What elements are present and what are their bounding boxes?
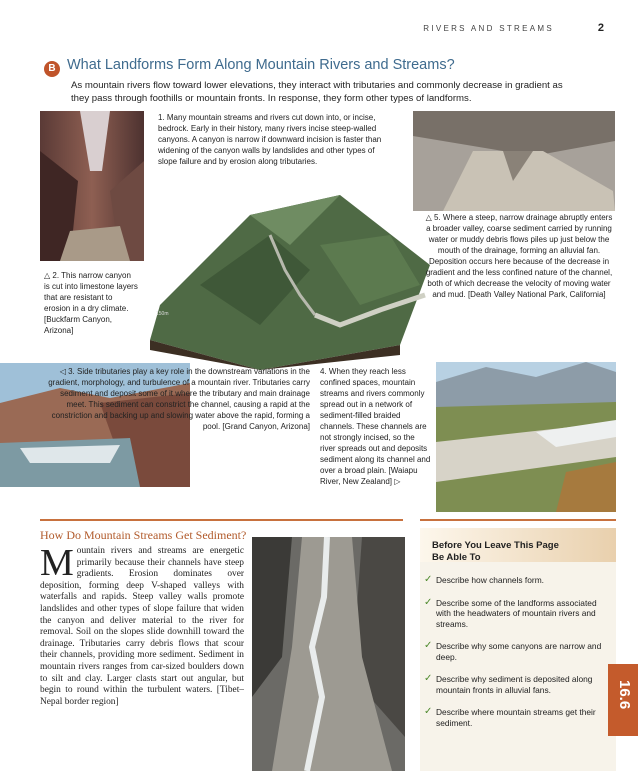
braided-river-photo (436, 362, 616, 512)
caption-5: △ 5. Where a steep, narrow drainage abruptly enters a broader valley, coarse sediment carried by running water or muddy debris flows piles up just below the mouth of the drainage, forming an alluvial fan. Deposition occurs here because of the decrease in gradient and the less confined nature of the channel, both of which decrease the velocity of moving water and mud. [Death Valley National Park, California] (425, 213, 613, 299)
section-title: What Landforms Form Along Mountain Rivers and Streams? (67, 57, 455, 73)
checklist-item: ✓ Describe how channels form. (424, 574, 544, 585)
checklist-item: ✓ Describe why sediment is deposited along mountain fronts in alluvial fans. (424, 673, 593, 695)
page-number: 2 (597, 22, 604, 34)
caption-4: 4. When they reach less confined spaces, mountain streams and rivers commonly spread out in a network of sediment-filled braided channels. These channels are not strongly incised, so the river spreads out and deposits sediment along its channel and over a broad plain. [Waiapu River, New Zealand] ▷ (320, 367, 431, 486)
caption-3: ◁ 3. Side tributaries play a key role in the downstream variations in the gradient, morphology, and turbulence of a mountain river. Tributaries carry sediment and deposit some of it where the tributary and main drainage meet. This sediment can constrict the channel, causing a rapid at the constriction and backing up and slowing water above the rapid, forming a pool. [Grand Canyon, Arizona] (48, 367, 310, 431)
body-paragraph: ountain rivers and streams are energetic primarily because their channels have steep gradients. Erosion dominates over deposition, forming deep V-shaped valleys with waterfalls and rapids. Steep valley walls promote landslides and other types of slope failure that widen the canyon and deliver material to the river for removal. Soil on the slopes slide downhill toward the drainage. Tributaries carry debris flows that scour their channels, providing more sediment. Sediment in mountain rivers ranges from car-sized boulders down to silt and clay. Larger clasts start out angular, but begin to round within the turbulent waters. [Tibet–Nepal border region] (40, 546, 244, 707)
sidebar-checklist (424, 575, 609, 738)
sidebar-divider (420, 519, 616, 521)
canyon-photo (40, 111, 144, 261)
caption-1: 1. Many mountain streams and rivers cut down into, or incise, bedrock. Early in their history, many rivers incise steep-walled canyons. A canyon is narrow if downward incision is faster than widening of the canyon walls by landslides and other types of slope failure and by erosion along tributaries. (158, 113, 382, 166)
checkmark-icon: ✓ (424, 596, 433, 608)
subsection-body (40, 542, 244, 708)
section-tab-label: 16.6 (616, 680, 633, 710)
caption-2: △ 2. This narrow canyon is cut into limestone layers that are resistant to erosion in a dry climate. [Buckfarm Canyon, Arizona] (44, 271, 138, 335)
checkmark-icon: ✓ (424, 673, 433, 684)
mountain-stream-photo (252, 537, 405, 771)
running-title: RIVERS AND STREAMS (423, 24, 554, 33)
checkmark-icon: ✓ (424, 640, 433, 651)
checkmark-icon: ✓ (424, 706, 433, 717)
checklist-item: ✓ Describe why some canyons are narrow and deep. (424, 640, 602, 662)
section-badge: B (44, 61, 60, 77)
alluvial-fan-photo (413, 111, 615, 211)
sidebar-title: Before You Leave This Page Be Able To (432, 540, 559, 563)
checklist-item: ✓ Describe where mountain streams get their sediment. (424, 706, 596, 728)
checklist-item: ✓ Describe some of the landforms associated with the headwaters of mountain rivers and streams. (424, 596, 597, 629)
terrain-block-diagram (140, 175, 440, 370)
subsection-title: How Do Mountain Streams Get Sediment? (40, 528, 247, 542)
intro-paragraph: As mountain rivers flow toward lower elevations, they interact with tributaries and commonly decrease in gradient as they pass through foothills or mountain fronts. In response, they form other types of landforms. (71, 80, 563, 104)
section-divider (40, 519, 403, 521)
checkmark-icon: ✓ (424, 574, 433, 585)
drop-cap: M (40, 542, 74, 584)
scale-label: 150m (156, 311, 169, 317)
